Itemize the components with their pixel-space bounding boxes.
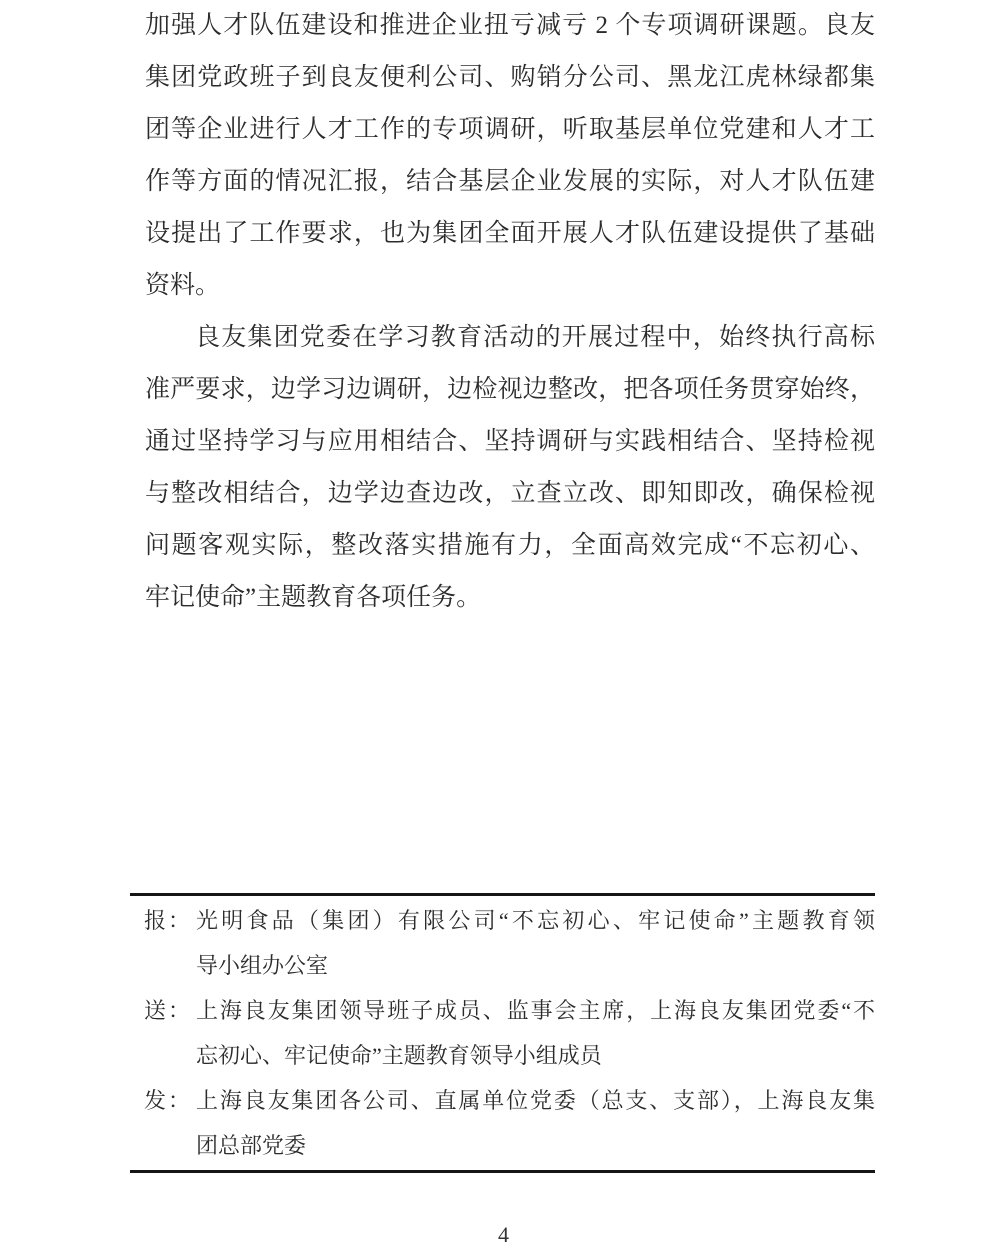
distribution-line: 忘初心、牢记使命”主题教育领导小组成员 bbox=[196, 1043, 602, 1068]
distribution-text bbox=[196, 898, 875, 988]
body-text-line: 设提出了工作要求，也为集团全面开展人才队伍建设提供了基础 bbox=[145, 220, 875, 247]
body-text-line: 良友集团党委在学习教育活动的开展过程中，始终执行高标 bbox=[195, 324, 875, 351]
distribution-line: 团总部党委 bbox=[196, 1133, 307, 1158]
body-text-line: 作等方面的情况汇报，结合基层企业发展的实际，对人才队伍建 bbox=[145, 168, 875, 195]
body-text-line: 牢记使命”主题教育各项任务。 bbox=[145, 584, 482, 611]
body-text-line: 问题客观实际，整改落实措施有力，全面高效完成“不忘初心、 bbox=[145, 532, 875, 559]
body-text-line: 与整改相结合，边学边查边改，立查立改、即知即改，确保检视 bbox=[145, 480, 875, 507]
distribution-block bbox=[130, 893, 875, 1173]
body-text-line: 团等企业进行人才工作的专项调研，听取基层单位党建和人才工 bbox=[145, 116, 875, 143]
distribution-entry bbox=[130, 1078, 875, 1168]
distribution-entry bbox=[130, 898, 875, 988]
distribution-text bbox=[196, 988, 875, 1078]
distribution-label: 报： bbox=[144, 908, 193, 933]
paragraph bbox=[145, 312, 875, 624]
body-text-line: 准严要求，边学习边调研，边检视边整改，把各项任务贯穿始终， bbox=[145, 376, 875, 403]
body-text-line: 资料。 bbox=[145, 272, 221, 299]
document-body bbox=[145, 0, 875, 624]
distribution-label: 发： bbox=[144, 1088, 193, 1113]
paragraph bbox=[145, 0, 875, 312]
distribution-entry bbox=[130, 988, 875, 1078]
distribution-line: 上海良友集团各公司、直属单位党委（总支、支部），上海良友集 bbox=[196, 1088, 875, 1113]
body-text-line: 加强人才队伍建设和推进企业扭亏减亏 2 个专项调研课题。良友 bbox=[145, 12, 875, 39]
body-text-line: 通过坚持学习与应用相结合、坚持调研与实践相结合、坚持检视 bbox=[145, 428, 875, 455]
body-text-line: 集团党政班子到良友便利公司、购销分公司、黑龙江虎林绿都集 bbox=[145, 64, 875, 91]
page-number: 4 bbox=[498, 1222, 509, 1247]
distribution-label: 送： bbox=[144, 998, 193, 1023]
distribution-line: 光明食品（集团）有限公司“不忘初心、牢记使命”主题教育领 bbox=[196, 908, 876, 933]
distribution-text bbox=[196, 1078, 875, 1168]
distribution-line: 导小组办公室 bbox=[196, 953, 329, 978]
distribution-line: 上海良友集团领导班子成员、监事会主席，上海良友集团党委“不 bbox=[196, 998, 875, 1023]
